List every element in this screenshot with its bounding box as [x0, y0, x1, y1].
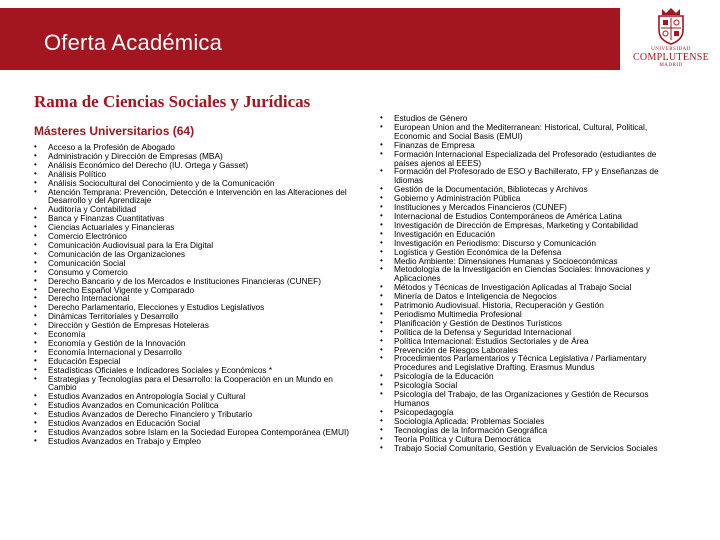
list-item: • European Union and the Mediterranean: Historical, Cultural, Political, Economic and Social Basis (EMUI): [380, 123, 680, 141]
list-item: • Estudios Avanzados en Trabajo y Empleo: [34, 437, 359, 446]
list-item: • Metodología de la Investigación en Ciencias Sociales: Innovaciones y Aplicaciones: [380, 265, 680, 283]
list-item: • Comercio Electrónico: [34, 232, 359, 241]
list-item: • Investigación de Dirección de Empresas, Marketing y Contabilidad: [380, 221, 680, 230]
list-item: • Análisis Político: [34, 170, 359, 179]
list-item: • Dinámicas Territoriales y Desarrollo: [34, 312, 359, 321]
list-item: • Teoría Política y Cultura Democrática: [380, 435, 680, 444]
list-item: • Estudios Avanzados de Derecho Financiero y Tributario: [34, 410, 359, 419]
list-item: • Instituciones y Mercados Financieros (CUNEF): [380, 203, 680, 212]
list-item: • Consumo y Comercio: [34, 268, 359, 277]
list-item: • Comunicación de las Organizaciones: [34, 250, 359, 259]
list-item: • Procedimientos Parlamentarios y Técnica Legislativa / Parliamentary Procedures and Legislative Drafting. Erasmus Mundus: [380, 354, 680, 372]
list-item: • Sociología Aplicada: Problemas Sociales: [380, 417, 680, 426]
list-item: • Estudios Avanzados sobre Islam en la Sociedad Europea Contemporánea (EMUI): [34, 428, 359, 437]
list-item: • Política de la Defensa y Seguridad Internacional: [380, 328, 680, 337]
list-item: • Atención Temprana: Prevención, Detección e Intervención en las Alteraciones del Desarrollo y del Aprendizaje: [34, 188, 359, 206]
list-item: • Periodismo Multimedia Profesional: [380, 310, 680, 319]
list-item: • Derecho Internacional: [34, 294, 359, 303]
list-item: • Patrimonio Audiovisual. Historia, Recuperación y Gestión: [380, 301, 680, 310]
list-item: • Política Internacional: Estudios Sectoriales y de Área: [380, 337, 680, 346]
list-item: • Derecho Parlamentario, Elecciones y Estudios Legislativos: [34, 303, 359, 312]
list-item: • Estadísticas Oficiales e Indicadores Sociales y Económicos *: [34, 366, 359, 375]
crest-icon: [653, 6, 689, 46]
list-item: • Derecho Bancario y de los Mercados e Instituciones Financieras (CUNEF): [34, 277, 359, 286]
masters-list-right: [380, 114, 680, 452]
list-item: • Psicología del Trabajo, de las Organizaciones y Gestión de Recursos Humanos: [380, 390, 680, 408]
list-item: • Auditoría y Contabilidad: [34, 205, 359, 214]
masters-count-heading: Másteres Universitarios (64): [34, 124, 195, 138]
list-item: • Investigación en Educación: [380, 230, 680, 239]
list-item: • Formación Internacional Especializada del Profesorado (estudiantes de países ajenos al EEES): [380, 150, 680, 168]
list-item: • Minería de Datos e Inteligencia de Negocios: [380, 292, 680, 301]
list-item: • Logística y Gestión Económica de la Defensa: [380, 248, 680, 257]
list-item: • Estudios Avanzados en Educación Social: [34, 419, 359, 428]
list-item: • Acceso a la Profesión de Abogado: [34, 143, 359, 152]
list-item: • Economía: [34, 330, 359, 339]
list-item: • Formación del Profesorado de ESO y Bachillerato, FP y Enseñanzas de Idiomas: [380, 167, 680, 185]
list-item: • Economía y Gestión de la Innovación: [34, 339, 359, 348]
list-item: • Tecnologías de la Información Geográfica: [380, 426, 680, 435]
list-item: • Estrategias y Tecnologías para el Desarrollo: la Cooperación en un Mundo en Cambio: [34, 375, 359, 393]
list-item: • Derecho Español Vigente y Comparado: [34, 286, 359, 295]
list-item: • Banca y Finanzas Cuantitativas: [34, 214, 359, 223]
header-bar: [0, 8, 620, 70]
university-logo: [627, 6, 715, 78]
list-item: • Psicopedagogía: [380, 408, 680, 417]
list-item: • Estudios de Género: [380, 114, 680, 123]
list-item: • Análisis Sociocultural del Conocimiento y de la Comunicación: [34, 179, 359, 188]
list-item: • Psicología Social: [380, 381, 680, 390]
list-item: • Comunicación Social: [34, 259, 359, 268]
list-item: • Internacional de Estudios Contemporáneos de América Latina: [380, 212, 680, 221]
logo-bottom-text: MADRID: [659, 63, 683, 68]
list-item: • Gobierno y Administración Pública: [380, 194, 680, 203]
list-item: • Comunicación Audiovisual para la Era Digital: [34, 241, 359, 250]
list-item: • Psicología de la Educación: [380, 372, 680, 381]
logo-top-text: UNIVERSIDAD: [651, 47, 691, 52]
page-title: Oferta Académica: [44, 30, 223, 55]
list-item: • Estudios Avanzados en Antropología Social y Cultural: [34, 392, 359, 401]
list-item: • Investigación en Periodismo: Discurso y Comunicación: [380, 239, 680, 248]
list-item: • Administración y Dirección de Empresas (MBA): [34, 152, 359, 161]
list-item: • Medio Ambiente: Dimensiones Humanas y Socioeconómicas: [380, 257, 680, 266]
list-item: • Ciencias Actuariales y Financieras: [34, 223, 359, 232]
masters-list-left: [34, 143, 359, 446]
header: [0, 0, 720, 85]
list-item: • Educación Especial: [34, 357, 359, 366]
list-item: • Métodos y Técnicas de Investigación Aplicadas al Trabajo Social: [380, 283, 680, 292]
logo-main-text: COMPLUTENSE: [632, 52, 710, 63]
list-item: • Análisis Económico del Derecho (IU. Ortega y Gasset): [34, 161, 359, 170]
list-item: • Planificación y Gestión de Destinos Turísticos: [380, 319, 680, 328]
list-item: • Finanzas de Empresa: [380, 141, 680, 150]
list-item: • Economía Internacional y Desarrollo: [34, 348, 359, 357]
section-title: Rama de Ciencias Sociales y Jurídicas: [34, 92, 311, 111]
list-item: • Dirección y Gestión de Empresas Hoteleras: [34, 321, 359, 330]
list-item: • Prevención de Riesgos Laborales: [380, 346, 680, 355]
list-item: • Trabajo Social Comunitario, Gestión y Evaluación de Servicios Sociales: [380, 444, 680, 453]
list-item: • Estudios Avanzados en Comunicación Política: [34, 401, 359, 410]
list-item: • Gestión de la Documentación, Bibliotecas y Archivos: [380, 185, 680, 194]
